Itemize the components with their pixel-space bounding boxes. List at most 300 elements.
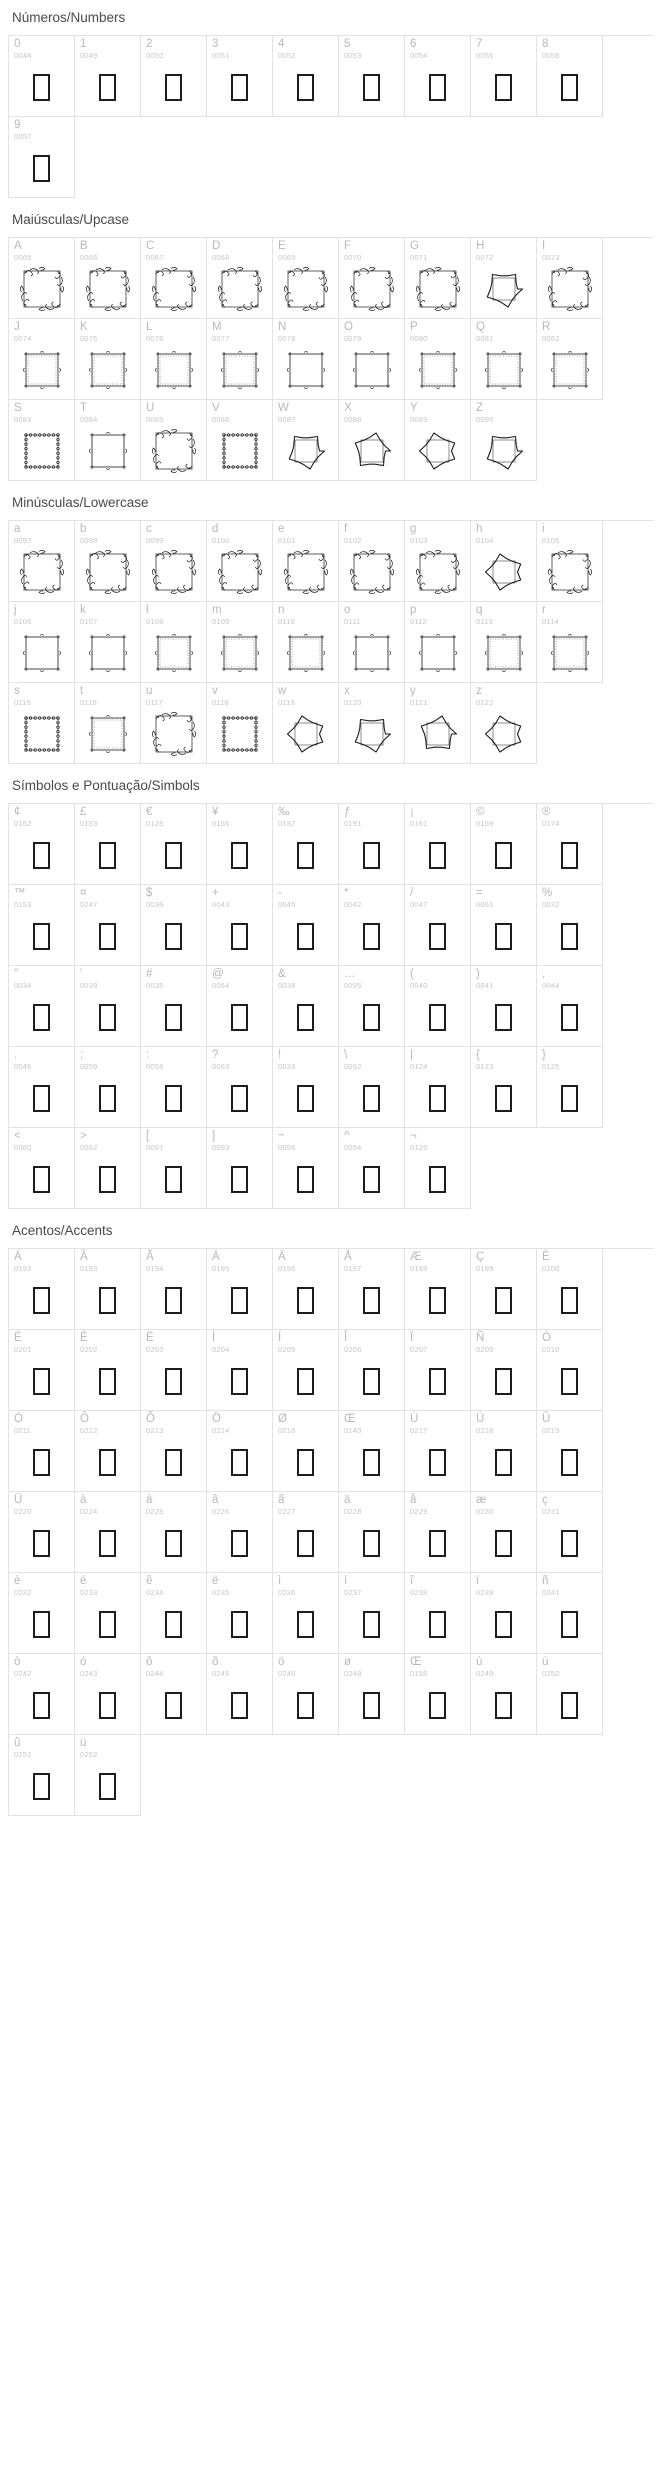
missing-glyph-box-icon: [99, 1611, 116, 1638]
glyph-cell[interactable]: [9, 36, 75, 117]
glyph-cell[interactable]: [75, 804, 141, 885]
glyph-character-label: ¤: [80, 887, 87, 899]
glyph-cell[interactable]: [405, 1330, 471, 1411]
glyph-cell[interactable]: [75, 966, 141, 1047]
glyph-character-label: Ä: [278, 1251, 286, 1263]
glyph-cell[interactable]: [273, 683, 339, 764]
glyph-character-label: s: [14, 685, 20, 697]
glyph-cell[interactable]: [9, 1735, 75, 1816]
glyph-code-label: 0085: [146, 415, 164, 424]
glyph-cell[interactable]: [405, 36, 471, 117]
glyph-code-label: 0115: [14, 698, 31, 707]
glyph-cell[interactable]: [471, 885, 537, 966]
glyph-cell[interactable]: [207, 521, 273, 602]
glyph-cell[interactable]: [339, 1654, 405, 1735]
glyph-cell[interactable]: [273, 1047, 339, 1128]
glyph-cell[interactable]: [339, 1573, 405, 1654]
glyph-cell[interactable]: [9, 1411, 75, 1492]
glyph-preview: [537, 830, 602, 880]
missing-glyph-box-icon: [33, 842, 50, 869]
missing-glyph-box-icon: [429, 923, 446, 950]
glyph-cell[interactable]: [405, 1492, 471, 1573]
glyph-character-label: Á: [14, 1251, 22, 1263]
glyph-character-label: D: [212, 240, 221, 252]
glyph-preview: [339, 709, 404, 759]
glyph-code-label: 0070: [344, 253, 362, 262]
glyph-cell[interactable]: [141, 1573, 207, 1654]
glyph-cell[interactable]: [405, 966, 471, 1047]
glyph-cell[interactable]: [207, 1411, 273, 1492]
glyph-cell[interactable]: [207, 238, 273, 319]
section-title: Símbolos e Pontuação/Simbols: [12, 778, 200, 793]
glyph-cell[interactable]: [141, 804, 207, 885]
glyph-cell[interactable]: [273, 1654, 339, 1735]
glyph-cell[interactable]: [207, 602, 273, 683]
glyph-character-label: ¥: [212, 806, 219, 818]
glyph-cell[interactable]: [75, 238, 141, 319]
glyph-character-label: &: [278, 968, 286, 980]
glyph-preview: [339, 992, 404, 1042]
glyph-character-label: ï: [476, 1575, 480, 1587]
glyph-cell[interactable]: [339, 319, 405, 400]
glyph-code-label: 0056: [542, 51, 560, 60]
glyph-preview: [141, 345, 206, 395]
glyph-cell[interactable]: [207, 1330, 273, 1411]
glyph-cell[interactable]: [405, 804, 471, 885]
glyph-cell[interactable]: [75, 683, 141, 764]
glyph-cell[interactable]: [339, 1128, 405, 1209]
glyph-cell[interactable]: [75, 1573, 141, 1654]
glyph-cell[interactable]: [273, 238, 339, 319]
glyph-cell[interactable]: [207, 1573, 273, 1654]
glyph-character-label: u: [146, 685, 153, 697]
glyph-cell[interactable]: [141, 602, 207, 683]
glyph-code-label: 0088: [344, 415, 362, 424]
glyph-code-label: 0092: [344, 1062, 362, 1071]
glyph-cell[interactable]: [471, 238, 537, 319]
glyph-cell[interactable]: [471, 1249, 537, 1330]
ornamental-frame-icon: [86, 348, 130, 392]
glyph-cell[interactable]: [141, 885, 207, 966]
glyph-cell[interactable]: [207, 400, 273, 481]
glyph-preview: [9, 143, 74, 193]
glyph-cell[interactable]: [75, 521, 141, 602]
glyph-cell[interactable]: [207, 36, 273, 117]
glyph-cell[interactable]: [537, 36, 603, 117]
missing-glyph-box-icon: [363, 842, 380, 869]
glyph-cell[interactable]: [339, 238, 405, 319]
missing-glyph-box-icon: [231, 74, 248, 101]
glyph-cell[interactable]: [141, 1492, 207, 1573]
glyph-code-label: 0033: [278, 1062, 296, 1071]
glyph-grid: [8, 35, 653, 198]
glyph-cell[interactable]: [9, 1249, 75, 1330]
glyph-character-label: Î: [344, 1332, 348, 1344]
missing-glyph-box-icon: [561, 1692, 578, 1719]
glyph-character-label: [: [146, 1130, 150, 1142]
glyph-preview: [339, 1518, 404, 1568]
glyph-cell[interactable]: [9, 238, 75, 319]
glyph-cell[interactable]: [537, 602, 603, 683]
glyph-cell[interactable]: [273, 1330, 339, 1411]
missing-glyph-box-icon: [495, 1287, 512, 1314]
glyph-cell[interactable]: [207, 885, 273, 966]
glyph-code-label: 0198: [410, 1264, 428, 1273]
glyph-character-label: ñ: [542, 1575, 549, 1587]
missing-glyph-box-icon: [165, 1368, 182, 1395]
glyph-cell[interactable]: [339, 602, 405, 683]
glyph-preview: [273, 992, 338, 1042]
glyph-preview: [405, 62, 470, 112]
glyph-cell[interactable]: [471, 1330, 537, 1411]
glyph-cell[interactable]: [75, 1492, 141, 1573]
glyph-cell[interactable]: [405, 319, 471, 400]
ornamental-frame-icon: [350, 631, 394, 675]
glyph-cell[interactable]: [273, 602, 339, 683]
glyph-cell[interactable]: [9, 885, 75, 966]
glyph-cell[interactable]: [75, 1330, 141, 1411]
glyph-cell[interactable]: [471, 602, 537, 683]
glyph-cell[interactable]: [9, 1573, 75, 1654]
glyph-cell[interactable]: [273, 1573, 339, 1654]
glyph-code-label: 0126: [410, 1143, 428, 1152]
glyph-preview: [273, 1275, 338, 1325]
glyph-cell[interactable]: [537, 1573, 603, 1654]
glyph-cell[interactable]: [537, 1047, 603, 1128]
missing-glyph-box-icon: [429, 1287, 446, 1314]
glyph-cell[interactable]: [9, 966, 75, 1047]
ornamental-frame-icon: [20, 631, 64, 675]
glyph-character-label: 9: [14, 119, 21, 131]
missing-glyph-box-icon: [231, 842, 248, 869]
glyph-cell[interactable]: [75, 319, 141, 400]
glyph-code-label: 0245: [212, 1669, 230, 1678]
glyph-character-label: Ü: [14, 1494, 23, 1506]
glyph-cell[interactable]: [405, 1249, 471, 1330]
glyph-code-label: 0234: [146, 1588, 164, 1597]
glyph-cell[interactable]: [141, 1249, 207, 1330]
glyph-character-label: ,: [542, 968, 546, 980]
glyph-cell[interactable]: [537, 1249, 603, 1330]
glyph-preview: [405, 709, 470, 759]
missing-glyph-box-icon: [297, 1611, 314, 1638]
glyph-preview: [207, 1073, 272, 1123]
glyph-character-label: Ò: [542, 1332, 551, 1344]
ornamental-frame-icon: [350, 712, 394, 756]
missing-glyph-box-icon: [165, 842, 182, 869]
glyph-cell[interactable]: [75, 885, 141, 966]
glyph-code-label: 0216: [278, 1426, 296, 1435]
ornamental-frame-icon: [482, 631, 526, 675]
glyph-cell[interactable]: [405, 238, 471, 319]
glyph-cell[interactable]: [405, 885, 471, 966]
glyph-cell[interactable]: [141, 1047, 207, 1128]
glyph-cell[interactable]: [9, 521, 75, 602]
glyph-cell[interactable]: [537, 521, 603, 602]
glyph-code-label: 0194: [146, 1264, 164, 1273]
glyph-cell[interactable]: [471, 1492, 537, 1573]
glyph-cell[interactable]: [9, 804, 75, 885]
glyph-cell[interactable]: [471, 400, 537, 481]
glyph-preview: [141, 1518, 206, 1568]
glyph-cell[interactable]: [141, 966, 207, 1047]
glyph-preview: [207, 992, 272, 1042]
glyph-character-label: q: [476, 604, 483, 616]
glyph-preview: [141, 62, 206, 112]
glyph-cell[interactable]: [537, 804, 603, 885]
glyph-cell[interactable]: [405, 1128, 471, 1209]
missing-glyph-box-icon: [561, 1368, 578, 1395]
glyph-cell[interactable]: [141, 1411, 207, 1492]
glyph-cell[interactable]: [9, 117, 75, 198]
glyph-cell[interactable]: [207, 804, 273, 885]
glyph-character-label: ê: [146, 1575, 153, 1587]
glyph-cell[interactable]: [537, 885, 603, 966]
glyph-cell[interactable]: [273, 1492, 339, 1573]
glyph-cell[interactable]: [405, 400, 471, 481]
glyph-cell[interactable]: [339, 1047, 405, 1128]
glyph-code-label: 0206: [344, 1345, 362, 1354]
glyph-cell[interactable]: [207, 966, 273, 1047]
glyph-cell[interactable]: [273, 400, 339, 481]
glyph-cell[interactable]: [75, 1654, 141, 1735]
glyph-cell[interactable]: [537, 1411, 603, 1492]
glyph-character-label: €: [146, 806, 153, 818]
glyph-cell[interactable]: [537, 238, 603, 319]
glyph-cell[interactable]: [9, 319, 75, 400]
glyph-cell[interactable]: [9, 400, 75, 481]
missing-glyph-box-icon: [231, 1166, 248, 1193]
glyph-cell[interactable]: [405, 1047, 471, 1128]
glyph-code-label: 0054: [410, 51, 428, 60]
missing-glyph-box-icon: [99, 1004, 116, 1031]
glyph-cell[interactable]: [537, 1654, 603, 1735]
ornamental-frame-icon: [218, 348, 262, 392]
glyph-preview: [471, 264, 536, 314]
glyph-cell[interactable]: [207, 1492, 273, 1573]
glyph-cell[interactable]: [471, 1047, 537, 1128]
glyph-code-label: 0224: [80, 1507, 98, 1516]
glyph-cell[interactable]: [75, 400, 141, 481]
glyph-cell[interactable]: [207, 1249, 273, 1330]
glyph-preview: [405, 628, 470, 678]
glyph-cell[interactable]: [405, 1411, 471, 1492]
glyph-cell[interactable]: [75, 1735, 141, 1816]
glyph-character-label: Ñ: [476, 1332, 485, 1344]
glyph-character-label: Â: [80, 1251, 88, 1263]
glyph-cell[interactable]: [339, 804, 405, 885]
glyph-cell[interactable]: [207, 1047, 273, 1128]
glyph-code-label: 0202: [80, 1345, 98, 1354]
missing-glyph-box-icon: [33, 155, 50, 182]
ornamental-frame-icon: [350, 267, 394, 311]
glyph-cell[interactable]: [339, 1411, 405, 1492]
missing-glyph-box-icon: [495, 923, 512, 950]
glyph-cell[interactable]: [537, 1330, 603, 1411]
glyph-code-label: 0066: [80, 253, 98, 262]
glyph-character-label: é: [80, 1575, 87, 1587]
glyph-cell[interactable]: [273, 521, 339, 602]
glyph-cell[interactable]: [141, 683, 207, 764]
glyph-cell[interactable]: [537, 1492, 603, 1573]
glyph-cell[interactable]: [339, 400, 405, 481]
glyph-preview: [273, 709, 338, 759]
glyph-cell[interactable]: [141, 238, 207, 319]
glyph-cell[interactable]: [537, 319, 603, 400]
glyph-preview: [207, 1275, 272, 1325]
glyph-cell[interactable]: [339, 1492, 405, 1573]
glyph-cell[interactable]: [339, 36, 405, 117]
glyph-cell[interactable]: [471, 319, 537, 400]
missing-glyph-box-icon: [99, 1530, 116, 1557]
glyph-cell[interactable]: [75, 602, 141, 683]
glyph-cell[interactable]: [75, 1249, 141, 1330]
glyph-cell[interactable]: [405, 1654, 471, 1735]
ornamental-frame-icon: [152, 429, 196, 473]
character-map-page: [8, 0, 653, 1816]
glyph-preview: [339, 1599, 404, 1649]
glyph-code-label: 0064: [212, 981, 230, 990]
glyph-cell[interactable]: [339, 966, 405, 1047]
glyph-cell[interactable]: [471, 1573, 537, 1654]
glyph-character-label: h: [476, 523, 483, 535]
ornamental-frame-icon: [350, 429, 394, 473]
glyph-cell[interactable]: [471, 521, 537, 602]
glyph-cell[interactable]: [141, 400, 207, 481]
glyph-code-label: 0205: [278, 1345, 296, 1354]
glyph-preview: [273, 628, 338, 678]
glyph-character-label: Ë: [146, 1332, 154, 1344]
glyph-cell[interactable]: [273, 1411, 339, 1492]
glyph-cell[interactable]: [471, 1411, 537, 1492]
glyph-section: [8, 202, 653, 481]
glyph-cell[interactable]: [273, 36, 339, 117]
glyph-cell[interactable]: [339, 1330, 405, 1411]
glyph-code-label: 0038: [278, 981, 296, 990]
glyph-preview: [471, 911, 536, 961]
glyph-preview: [537, 1073, 602, 1123]
glyph-cell[interactable]: [9, 1128, 75, 1209]
glyph-cell[interactable]: [141, 1330, 207, 1411]
glyph-cell[interactable]: [273, 1249, 339, 1330]
glyph-code-label: 0041: [476, 981, 494, 990]
glyph-character-label: (: [410, 968, 414, 980]
glyph-cell[interactable]: [405, 683, 471, 764]
glyph-cell[interactable]: [405, 602, 471, 683]
glyph-cell[interactable]: [141, 319, 207, 400]
missing-glyph-box-icon: [429, 74, 446, 101]
glyph-preview: [405, 1680, 470, 1730]
glyph-code-label: 0105: [542, 536, 560, 545]
glyph-cell[interactable]: [141, 36, 207, 117]
glyph-cell[interactable]: [141, 1128, 207, 1209]
glyph-cell[interactable]: [75, 1411, 141, 1492]
glyph-character-label: …: [344, 968, 356, 980]
glyph-preview: [75, 1275, 140, 1325]
ornamental-frame-icon: [152, 712, 196, 756]
glyph-cell[interactable]: [207, 1128, 273, 1209]
glyph-preview: [405, 345, 470, 395]
glyph-cell[interactable]: [141, 1654, 207, 1735]
glyph-cell[interactable]: [75, 1128, 141, 1209]
glyph-character-label: l: [146, 604, 149, 616]
missing-glyph-box-icon: [363, 1611, 380, 1638]
glyph-code-label: 0094: [344, 1143, 362, 1152]
missing-glyph-box-icon: [561, 1287, 578, 1314]
glyph-cell[interactable]: [9, 602, 75, 683]
glyph-section: [8, 768, 653, 1209]
glyph-cell[interactable]: [471, 966, 537, 1047]
glyph-preview: [537, 911, 602, 961]
glyph-cell[interactable]: [471, 683, 537, 764]
glyph-cell[interactable]: [339, 521, 405, 602]
glyph-preview: [273, 1599, 338, 1649]
glyph-preview: [9, 911, 74, 961]
glyph-section: [8, 485, 653, 764]
glyph-preview: [9, 345, 74, 395]
glyph-cell[interactable]: [9, 1330, 75, 1411]
glyph-character-label: |: [410, 1049, 413, 1061]
missing-glyph-box-icon: [363, 1166, 380, 1193]
glyph-cell[interactable]: [339, 683, 405, 764]
glyph-code-label: 0210: [542, 1345, 560, 1354]
glyph-cell[interactable]: [273, 966, 339, 1047]
glyph-code-label: 0086: [212, 415, 230, 424]
glyph-character-label: 0: [14, 38, 21, 50]
glyph-cell[interactable]: [75, 36, 141, 117]
glyph-cell[interactable]: [141, 521, 207, 602]
glyph-cell[interactable]: [9, 1654, 75, 1735]
glyph-preview: [207, 1356, 272, 1406]
glyph-cell[interactable]: [405, 521, 471, 602]
glyph-cell[interactable]: [207, 319, 273, 400]
glyph-cell[interactable]: [405, 1573, 471, 1654]
glyph-cell[interactable]: [9, 1047, 75, 1128]
glyph-cell[interactable]: [9, 1492, 75, 1573]
section-title: Números/Numbers: [12, 10, 126, 25]
glyph-cell[interactable]: [273, 885, 339, 966]
glyph-code-label: 0073: [542, 253, 560, 262]
glyph-preview: [273, 1680, 338, 1730]
glyph-preview: [141, 264, 206, 314]
glyph-character-label: G: [410, 240, 419, 252]
glyph-cell[interactable]: [207, 683, 273, 764]
glyph-cell[interactable]: [537, 966, 603, 1047]
glyph-preview: [405, 1154, 470, 1204]
glyph-cell[interactable]: [471, 36, 537, 117]
ornamental-frame-icon: [548, 631, 592, 675]
glyph-cell[interactable]: [9, 683, 75, 764]
glyph-cell[interactable]: [273, 1128, 339, 1209]
glyph-cell[interactable]: [75, 1047, 141, 1128]
glyph-preview: [471, 1073, 536, 1123]
glyph-cell[interactable]: [471, 1654, 537, 1735]
glyph-code-label: 0191: [344, 819, 362, 828]
glyph-preview: [339, 911, 404, 961]
glyph-code-label: 0072: [476, 253, 494, 262]
glyph-character-label: x: [344, 685, 350, 697]
glyph-code-label: 0193: [14, 1264, 32, 1273]
glyph-cell[interactable]: [207, 1654, 273, 1735]
glyph-preview: [75, 1073, 140, 1123]
glyph-cell[interactable]: [471, 804, 537, 885]
glyph-character-label: N: [278, 321, 287, 333]
glyph-cell[interactable]: [339, 885, 405, 966]
glyph-cell[interactable]: [273, 319, 339, 400]
glyph-cell[interactable]: [339, 1249, 405, 1330]
glyph-preview: [273, 426, 338, 476]
glyph-cell[interactable]: [273, 804, 339, 885]
